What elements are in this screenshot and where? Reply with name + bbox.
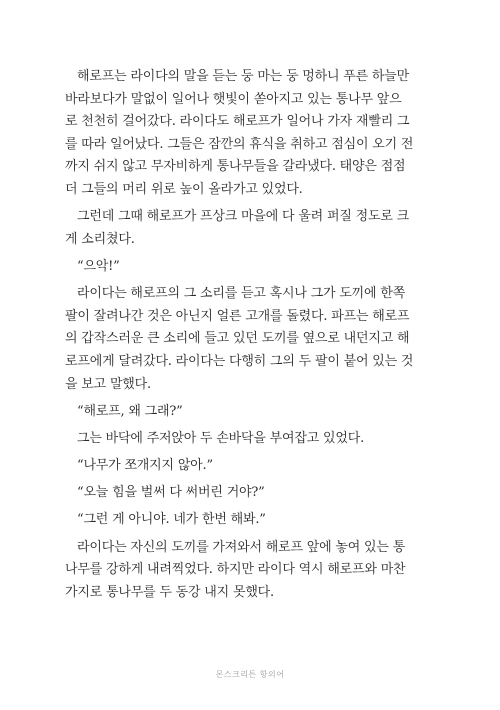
dialogue-5: “그런 게 아니야. 네가 한번 해봐.”: [77, 512, 266, 528]
running-footer: 몬스크리튼 항의어: [215, 670, 285, 679]
paragraph-1: 해로프는 라이다의 말을 듣는 둥 마는 둥 멍하니 푸른 하늘만 바라보다가 말없이 일어나 햇빛이 쏟아지고 있는 통나무 앞으 로 천천히 걸어갔다. 라이다도 해로프가 일어나 가자 재빨리 그 를 따라 일어났다. 그들은 잠깐의 휴식을 취하고 점심이 오기 전 까지 쉬지 않고 무자비하게 통나무들을 갈라냈다. 태양은 점점 더 그들의 머리 위로 높이 올라가고 있었다.: [65, 69, 414, 197]
paragraph-3: 라이다는 해로프의 그 소리를 듣고 혹시나 그가 도끼에 한쪽 팔이 잘려나간 것은 아닌지 얼른 고개를 돌렸다. 파프는 해로프 의 갑작스러운 큰 소리에 들고 있던 도끼를 옆으로 내던지고 해 로프에게 달려갔다. 라이다는 다행히 그의 두 팔이 붙어 있는 것 을 보고 말했다.: [65, 286, 414, 392]
dialogue-1: “으악!”: [77, 258, 120, 274]
dialogue-2: “해로프, 왜 그래?”: [77, 403, 183, 419]
dialogue-3: “나무가 쪼개지지 않아.”: [77, 458, 213, 474]
page-body: [65, 66, 435, 609]
dialogue-4: “오늘 힘을 벌써 다 써버린 거야?”: [77, 485, 265, 501]
paragraph-2: 그런데 그때 해로프가 프상크 마을에 다 울려 퍼질 정도로 크 게 소리쳤다.: [65, 209, 409, 247]
paragraph-4: 그는 바닥에 주저앉아 두 손바닥을 부여잡고 있었다.: [77, 430, 365, 446]
paragraph-5: 라이다는 자신의 도끼를 가져와서 해로프 앞에 놓여 있는 통 나무를 강하게 내려찍었다. 하지만 라이다 역시 해로프와 마찬 가지로 통나무를 두 동강 내지 못했다.: [65, 539, 406, 600]
